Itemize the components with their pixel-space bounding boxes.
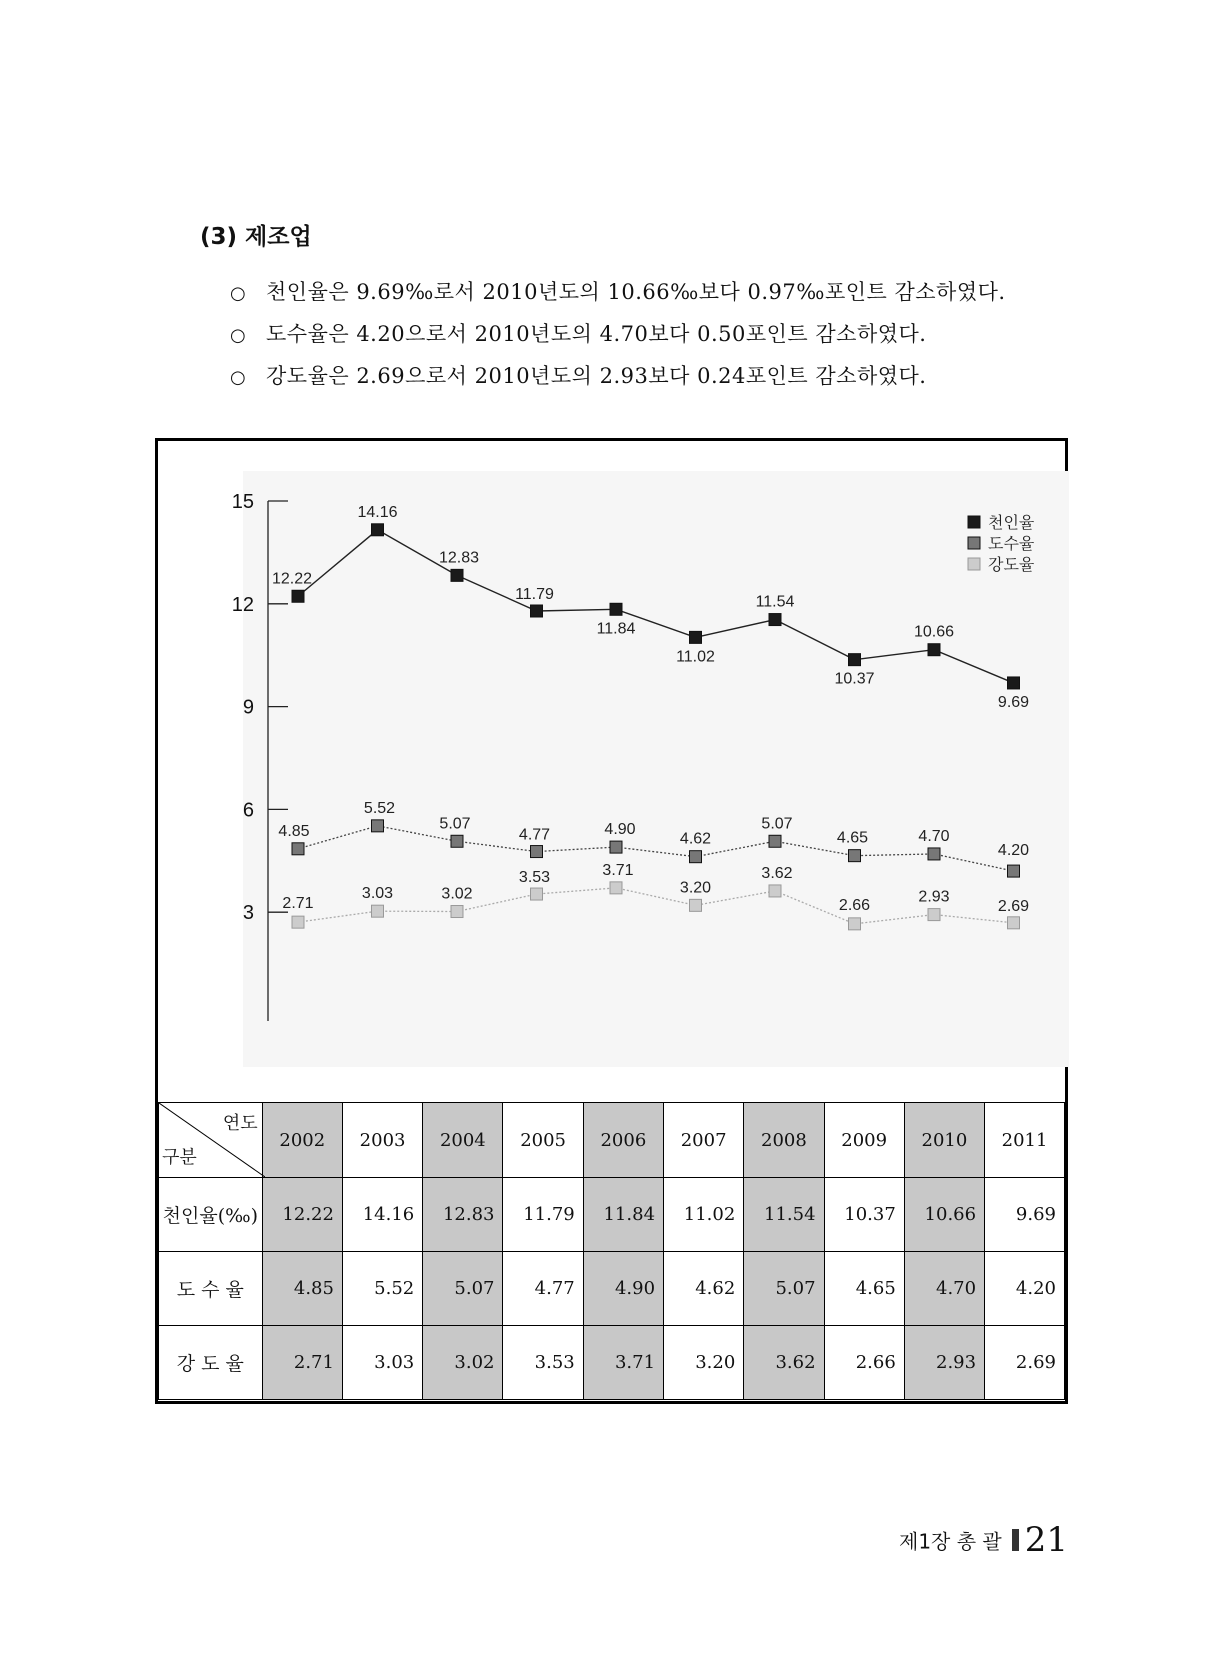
data-point-marker — [928, 848, 940, 860]
data-point-marker — [849, 850, 861, 862]
year-header: 2005 — [503, 1103, 583, 1178]
section-heading: (3) 제조업 — [200, 224, 312, 250]
year-header: 2009 — [824, 1103, 904, 1178]
table-cell: 3.53 — [503, 1326, 583, 1400]
table-cell: 10.66 — [904, 1178, 984, 1252]
data-point-marker — [849, 918, 861, 930]
data-label: 11.02 — [676, 648, 715, 666]
table-cell: 11.84 — [583, 1178, 663, 1252]
table-cell: 3.20 — [664, 1326, 744, 1400]
table-cell: 11.79 — [503, 1178, 583, 1252]
row-label: 강 도 율 — [159, 1326, 263, 1400]
summary-item: ○ 천인율은 9.69‰로서 2010년도의 10.66‰보다 0.97‰포인트 감소하였다. — [230, 275, 1006, 317]
summary-list — [230, 275, 1006, 401]
table-cell: 11.54 — [744, 1178, 824, 1252]
data-point-marker — [690, 631, 702, 643]
data-point-marker — [610, 603, 622, 615]
data-point-marker — [531, 605, 543, 617]
data-label: 4.70 — [918, 827, 950, 845]
data-point-marker — [1008, 865, 1020, 877]
data-label: 2.66 — [838, 896, 871, 914]
line-chart — [158, 441, 1065, 1081]
data-point-marker — [451, 569, 463, 581]
year-header: 2010 — [904, 1103, 984, 1178]
data-point-marker — [610, 841, 622, 853]
legend-swatch — [968, 558, 980, 570]
data-label: 4.65 — [836, 829, 869, 847]
table-cell: 10.37 — [824, 1178, 904, 1252]
figure-frame — [155, 438, 1068, 1404]
table-cell: 4.70 — [904, 1252, 984, 1326]
data-label: 3.71 — [602, 861, 634, 879]
y-tick-label: 9 — [242, 696, 254, 719]
table-cell: 14.16 — [342, 1178, 422, 1252]
data-point-marker — [1008, 917, 1020, 929]
table-cell: 4.62 — [664, 1252, 744, 1326]
data-label: 11.84 — [596, 620, 636, 638]
data-point-marker — [372, 524, 384, 536]
series-line-천인율 — [298, 530, 1014, 683]
data-point-marker — [849, 654, 861, 666]
table-cell: 2.69 — [985, 1326, 1065, 1400]
data-label: 3.53 — [518, 869, 551, 887]
table-cell: 5.52 — [342, 1252, 422, 1326]
table-cell: 9.69 — [985, 1178, 1065, 1252]
data-point-marker — [1008, 677, 1020, 689]
table-header-row — [159, 1103, 1065, 1178]
data-point-marker — [451, 906, 463, 918]
table-cell: 4.20 — [985, 1252, 1065, 1326]
data-label: 10.66 — [913, 623, 955, 641]
data-label: 3.62 — [761, 864, 793, 882]
table-cell: 2.93 — [904, 1326, 984, 1400]
legend-label: 도수율 — [988, 536, 1035, 553]
table-cell: 12.83 — [423, 1178, 503, 1252]
data-label: 4.85 — [278, 822, 310, 840]
year-header: 2008 — [744, 1103, 824, 1178]
data-table — [158, 1102, 1065, 1400]
bullet-circle-icon: ○ — [230, 283, 247, 304]
data-point-marker — [292, 590, 304, 602]
data-label: 10.37 — [834, 670, 875, 688]
year-header: 2011 — [985, 1103, 1065, 1178]
table-row — [159, 1252, 1065, 1326]
data-label: 4.62 — [679, 830, 712, 848]
table-row — [159, 1178, 1065, 1252]
data-label: 12.83 — [438, 549, 480, 567]
data-label: 2.71 — [282, 895, 314, 913]
data-label: 12.22 — [271, 570, 313, 588]
corner-label-category: 구분 — [162, 1147, 197, 1168]
data-label: 3.20 — [679, 879, 712, 897]
data-point-marker — [610, 882, 622, 894]
data-point-marker — [928, 909, 940, 921]
data-label: 11.79 — [515, 585, 554, 603]
table-cell: 3.62 — [744, 1326, 824, 1400]
summary-item: ○ 도수율은 4.20으로서 2010년도의 4.70보다 0.50포인트 감소하였다. — [230, 317, 1006, 359]
data-point-marker — [372, 820, 384, 832]
table-cell: 3.02 — [423, 1326, 503, 1400]
table-cell: 2.66 — [824, 1326, 904, 1400]
bullet-circle-icon: ○ — [230, 325, 247, 346]
data-label: 3.02 — [441, 885, 473, 903]
data-point-marker — [769, 614, 781, 626]
table-cell: 11.02 — [664, 1178, 744, 1252]
legend-label: 강도율 — [988, 557, 1035, 574]
table-cell: 3.71 — [583, 1326, 663, 1400]
data-point-marker — [531, 846, 543, 858]
table-row — [159, 1326, 1065, 1400]
data-point-marker — [372, 905, 384, 917]
data-label: 9.69 — [997, 693, 1030, 711]
table-cell: 5.07 — [423, 1252, 503, 1326]
data-label: 4.20 — [997, 842, 1030, 860]
series-line-도수율 — [298, 826, 1014, 871]
bullet-circle-icon: ○ — [230, 367, 247, 388]
data-label: 4.90 — [604, 821, 636, 839]
y-tick-label: 6 — [242, 799, 254, 822]
data-label: 14.16 — [357, 503, 398, 521]
year-header: 2006 — [583, 1103, 663, 1178]
data-point-marker — [690, 899, 702, 911]
y-tick-label: 15 — [231, 491, 254, 513]
data-point-marker — [769, 885, 781, 897]
summary-item: ○ 강도율은 2.69으로서 2010년도의 2.93보다 0.24포인트 감소하였다. — [230, 359, 1006, 401]
table-cell: 4.90 — [583, 1252, 663, 1326]
data-point-marker — [769, 835, 781, 847]
table-cell: 4.77 — [503, 1252, 583, 1326]
data-point-marker — [451, 835, 463, 847]
series-line-강도율 — [298, 885, 1014, 924]
chapter-label: 제1장 총 괄 — [899, 1529, 1002, 1554]
data-label: 5.07 — [439, 815, 471, 833]
footer-bar-icon — [1012, 1529, 1019, 1551]
data-point-marker — [292, 843, 304, 855]
data-label: 5.07 — [761, 815, 793, 833]
year-header: 2003 — [342, 1103, 422, 1178]
legend-label: 천인율 — [988, 515, 1035, 532]
table-cell: 2.71 — [262, 1326, 342, 1400]
data-label: 3.03 — [361, 885, 394, 903]
data-label: 2.69 — [997, 897, 1030, 915]
corner-label-year: 연도 — [222, 1113, 258, 1134]
row-label: 도 수 율 — [159, 1252, 263, 1326]
legend-swatch — [968, 537, 980, 549]
year-header: 2007 — [664, 1103, 744, 1178]
page-number: 21 — [1024, 1520, 1068, 1560]
table-cell: 12.22 — [262, 1178, 342, 1252]
data-point-marker — [928, 644, 940, 656]
page-footer — [899, 1520, 1068, 1560]
data-label: 2.93 — [918, 888, 950, 906]
data-label: 11.54 — [755, 593, 795, 611]
row-label: 천인율(‰) — [159, 1178, 263, 1252]
table-cell: 4.65 — [824, 1252, 904, 1326]
data-label: 5.52 — [363, 799, 396, 817]
data-point-marker — [690, 851, 702, 863]
y-tick-label: 12 — [231, 593, 254, 616]
table-corner-cell — [159, 1103, 263, 1178]
year-header: 2004 — [423, 1103, 503, 1178]
year-header: 2002 — [262, 1103, 342, 1178]
table-cell: 3.03 — [342, 1326, 422, 1400]
legend-swatch — [968, 516, 980, 528]
data-label: 4.77 — [518, 826, 551, 844]
y-tick-label: 3 — [242, 902, 254, 925]
table-cell: 5.07 — [744, 1252, 824, 1326]
data-point-marker — [292, 916, 304, 928]
table-cell: 4.85 — [262, 1252, 342, 1326]
data-point-marker — [531, 888, 543, 900]
